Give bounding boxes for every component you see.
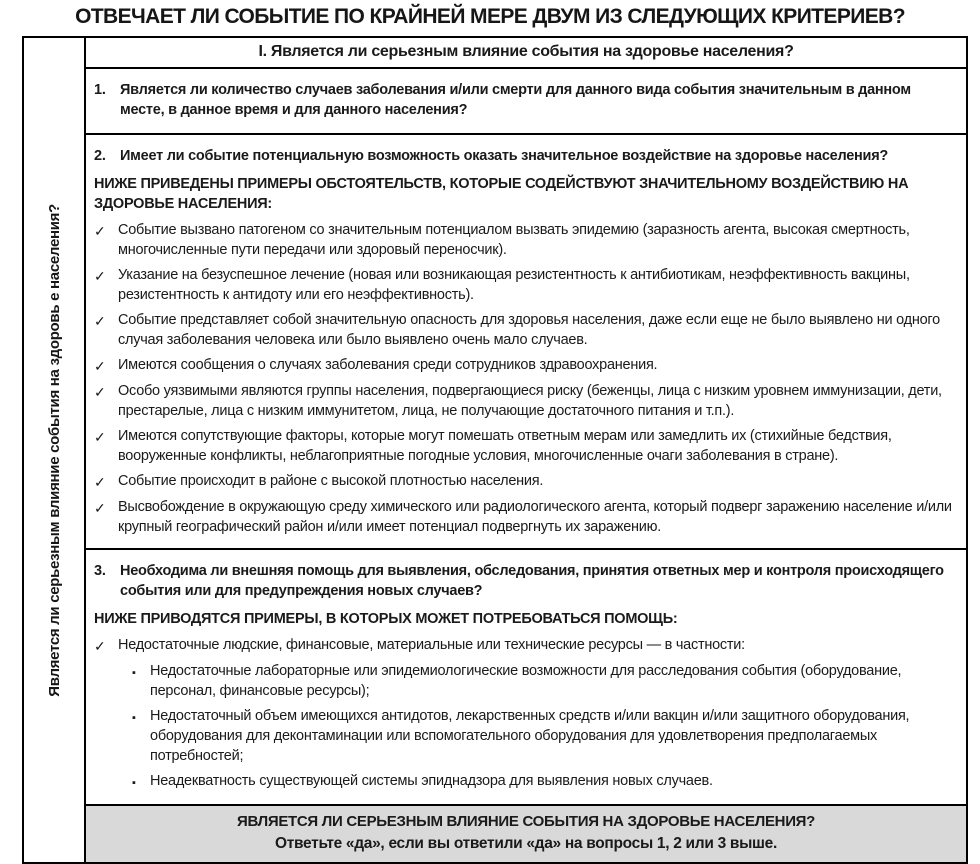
list-item-text: Событие вызвано патогеном со значительным потенциалом вызвать эпидемию (заразность агента, высокая смертность, многочисленные пути передачи или здоровый переносчик). <box>118 222 910 258</box>
table-content-column <box>86 38 966 862</box>
question-1-text: Является ли количество случаев заболевания и/или смерти для данного вида события значительным в данном месте, в данное время и для данного населения? <box>120 82 911 118</box>
list-item-text: Особо уязвимыми являются группы населения, подвергающиеся риску (беженцы, лица с низким уровнем иммунизации, дети, престарелые, лица с низким иммунитетом, лица, не получающие достаточного питания и т.п.). <box>118 383 942 419</box>
square-bullet-icon: ▪ <box>132 667 136 679</box>
sub-list-item-text: Недостаточные лабораторные или эпидемиологические возможности для расследования события (оборудование, персонал, финансовые ресурсы); <box>150 663 902 699</box>
list-item-text: Высвобождение в окружающую среду химического или радиологического агента, который подверг заражению население и/или крупный географический район и/или имеет потенциал подвергнуть их заражению. <box>118 499 952 535</box>
sub-list-item <box>132 706 956 766</box>
check-icon: ✓ <box>94 474 106 490</box>
sidebar-column <box>24 38 86 862</box>
list-item <box>94 471 956 492</box>
footer-question: ЯВЛЯЕТСЯ ЛИ СЕРЬЕЗНЫМ ВЛИЯНИЕ СОБЫТИЯ НА ЗДОРОВЬЕ НАСЕЛЕНИЯ? <box>236 813 816 830</box>
list-item-text: Указание на безуспешное лечение (новая или возникающая резистентность к антибиотикам, неэффективность вакцины, резистентность к антидоту или его неэффективность). <box>118 267 910 303</box>
sub-list-item <box>132 771 956 793</box>
list-item-text: Недостаточные людские, финансовые, материальные или технические ресурсы — в частности: <box>118 637 745 653</box>
check-icon: ✓ <box>94 313 106 329</box>
question-2-text: Имеет ли событие потенциальную возможность оказать значительное воздействие на здоровье населения? <box>120 148 889 164</box>
list-item-text: Событие представляет собой значительную опасность для здоровья населения, даже если еще не было выявлено ни одного случая заболевания человека или было выявлено очень мало случаев. <box>118 312 940 348</box>
list-item <box>94 381 956 421</box>
check-icon: ✓ <box>94 500 106 516</box>
question-3-text: Необходима ли внешняя помощь для выявления, обследования, принятия ответных мер и контроля происходящего события или для предупреждения новых случаев? <box>120 563 944 599</box>
check-icon: ✓ <box>94 384 106 400</box>
square-bullet-icon: ▪ <box>132 712 136 724</box>
section-1-header: I. Является ли серьезным влияние события на здоровье населения? <box>86 38 966 69</box>
criteria-table <box>22 36 968 864</box>
list-item-text: Событие происходит в районе с высокой плотностью населения. <box>118 473 544 489</box>
check-icon: ✓ <box>94 223 106 239</box>
list-item <box>94 355 956 376</box>
check-icon: ✓ <box>94 358 106 374</box>
question-2-number: 2. <box>94 148 106 164</box>
list-item <box>94 426 956 466</box>
question-3-intro: НИЖЕ ПРИВОДЯТСЯ ПРИМЕРЫ, В КОТОРЫХ МОЖЕТ ПОТРЕБОВАТЬСЯ ПОМОЩЬ: <box>94 611 678 627</box>
sub-list-item <box>132 661 956 701</box>
question-3-number: 3. <box>94 563 106 579</box>
list-item-text: Имеются сопутствующие факторы, которые могут помешать ответным мерам или замедлить их (стихийные бедствия, вооруженные конфликты, неблагоприятные погодные условия, многочисленные очаги заболевания в стране). <box>118 428 892 464</box>
footer-instruction: Ответьте «да», если вы ответили «да» на вопросы 1, 2 или 3 выше. <box>274 835 778 852</box>
check-icon: ✓ <box>94 638 106 654</box>
list-item <box>94 265 956 305</box>
question-1-row <box>86 69 966 135</box>
sidebar-vertical-label: Является ли серьезным влияние события на здоровь е населения? <box>45 203 63 697</box>
sub-list-item-text: Недостаточный объем имеющихся антидотов, лекарственных средств и/или вакцин и/или защитного оборудования, оборудования для деконтаминации или вспомогательного оборудования для удовлетворения предполагаемых потребностей; <box>150 708 910 764</box>
check-icon: ✓ <box>94 268 106 284</box>
list-item <box>94 220 956 260</box>
list-item <box>94 497 956 537</box>
page-title: ОТВЕЧАЕТ ЛИ СОБЫТИЕ ПО КРАЙНЕЙ МЕРЕ ДВУМ ИЗ СЛЕДУЮЩИХ КРИТЕРИЕВ? <box>75 5 905 28</box>
list-item <box>94 310 956 350</box>
footer-row <box>86 806 966 862</box>
square-bullet-icon: ▪ <box>132 777 136 789</box>
question-2-row <box>86 135 966 550</box>
question-1-number: 1. <box>94 82 106 98</box>
list-item-text: Имеются сообщения о случаях заболевания среди сотрудников здравоохранения. <box>118 357 658 373</box>
question-2-intro: НИЖЕ ПРИВЕДЕНЫ ПРИМЕРЫ ОБСТОЯТЕЛЬСТВ, КОТОРЫЕ СОДЕЙСТВУЮТ ЗНАЧИТЕЛЬНОМУ ВОЗДЕЙСТВИЮ НА ЗДОРОВЬЕ НАСЕЛЕНИЯ: <box>94 176 909 212</box>
question-3-row <box>86 550 966 806</box>
list-item <box>94 635 956 656</box>
sub-list-item-text: Неадекватность существующей системы эпиднадзора для выявления новых случаев. <box>150 773 713 789</box>
check-icon: ✓ <box>94 429 106 445</box>
